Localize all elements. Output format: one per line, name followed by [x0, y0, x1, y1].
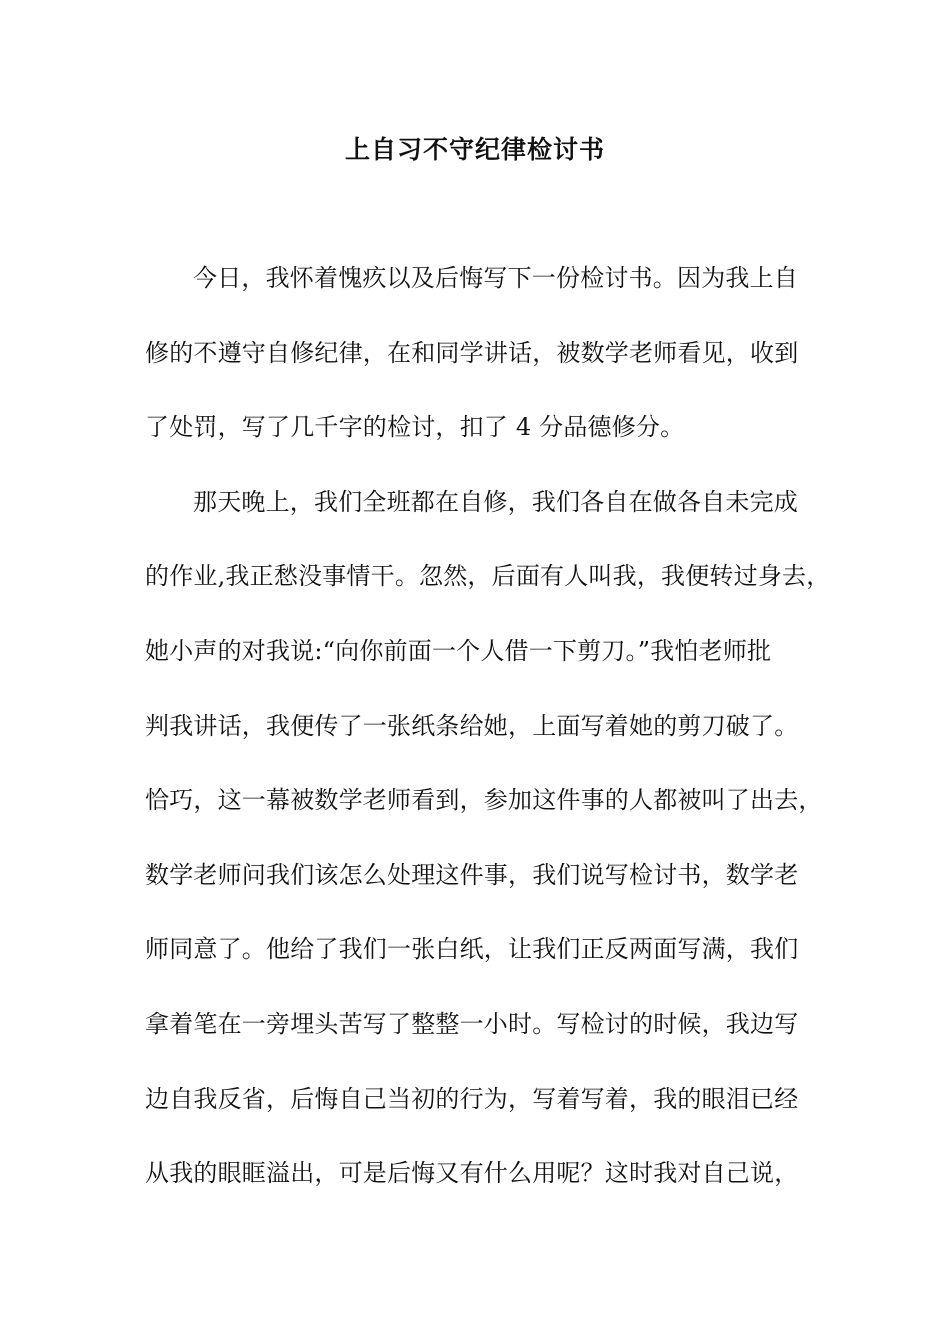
paragraph-line: 数学老师问我们该怎么处理这件事，我们说写检讨书，数学老	[145, 860, 799, 889]
paragraph-line: 今日，我怀着愧疚以及后悔写下一份检讨书。因为我上自	[193, 264, 798, 292]
paragraph-line: 她小声的对我说:“向你前面一个人借一下剪刀。”我怕老师批	[145, 636, 772, 665]
paragraph-line: 恰巧，这一幕被数学老师看到，参加这件事的人都被叫了出去，	[145, 786, 823, 815]
paragraph-line: 拿着笔在一旁埋头苦写了整整一小时。写检讨的时候，我边写	[145, 1009, 799, 1038]
document-title: 上自习不守纪律检讨书	[344, 135, 605, 164]
paragraph-line: 那天晚上，我们全班都在自修，我们各自在做各自未完成	[193, 487, 798, 516]
paragraph-line: 的作业,我正愁没事情干。忽然，后面有人叫我，我便转过身去，	[145, 562, 831, 591]
paragraph-line: 师同意了。他给了我们一张白纸，让我们正反两面写满，我们	[145, 935, 799, 964]
paragraph-line: 从我的眼眶溢出，可是后悔又有什么用呢？这时我对自己说，	[145, 1159, 799, 1188]
paragraph-line: 修的不遵守自修纪律，在和同学讲话，被数学老师看见，收到	[145, 338, 799, 367]
paragraph-line: 边自我反省，后悔自己当初的行为，写着写着，我的眼泪已经	[145, 1084, 799, 1113]
paragraph-line: 了处罚，写了几千字的检讨，扣了 4 分品德修分。	[145, 413, 685, 442]
document-body	[145, 255, 831, 1225]
paragraph-line: 判我讲话，我便传了一张纸条给她，上面写着她的剪刀破了。	[145, 711, 799, 740]
